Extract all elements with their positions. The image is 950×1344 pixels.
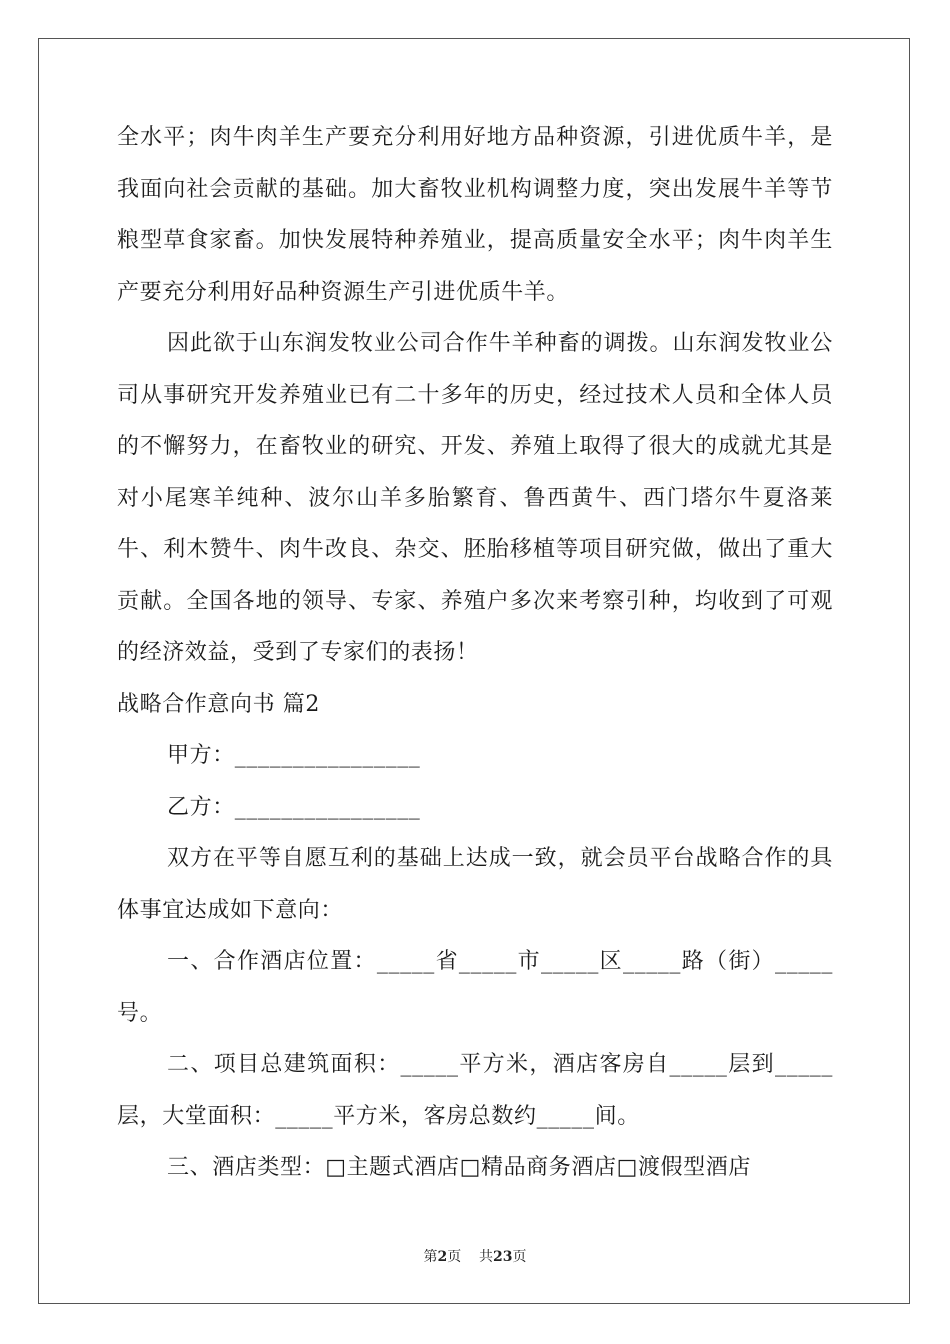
party-a-line: 甲方：________________ xyxy=(167,743,421,768)
footer-suffix: 页 xyxy=(512,1249,527,1265)
section-title: 战略合作意向书 篇2 xyxy=(117,691,320,717)
footer-mid: 页 共 xyxy=(447,1249,494,1265)
item-project-area: 二、项目总建筑面积：_____平方米，酒店客房自_____层到_____层，大堂面积：_____平方米，客房总数约_____间。 xyxy=(117,1052,833,1129)
item-hotel-type: 三、酒店类型：□主题式酒店□精品商务酒店□渡假型酒店 xyxy=(167,1155,751,1180)
paragraph-livestock-policy: 全水平；肉牛肉羊生产要充分利用好地方品种资源，引进优质牛羊，是我面向社会贡献的基础。加大畜牧业机构调整力度，突出发展牛羊等节粮型草食家畜。加快发展特种养殖业，提高质量安全水平；肉牛肉羊生产要充分利用好品种资源生产引进优质牛羊。 xyxy=(117,125,833,305)
page-footer xyxy=(0,1246,950,1266)
party-b-line: 乙方：________________ xyxy=(167,794,421,820)
paragraph-agreement-intro: 双方在平等自愿互利的基础上达成一致，就会员平台战略合作的具体事宜达成如下意向： xyxy=(117,846,833,923)
footer-prefix: 第 xyxy=(423,1249,438,1265)
document-body xyxy=(117,112,833,1194)
paragraph-company-intro: 因此欲于山东润发牧业公司合作牛羊种畜的调拨。山东润发牧业公司从事研究开发养殖业已有二十多年的历史，经过技术人员和全体人员的不懈努力，在畜牧业的研究、开发、养殖上取得了很大的成就尤其是对小尾寒羊纯种、波尔山羊多胎繁育、鲁西黄牛、西门塔尔牛夏洛莱牛、利木赞牛、肉牛改良、杂交、胚胎移植等项目研究做，做出了重大贡献。全国各地的领导、专家、养殖户多次来考察引种，均收到了可观的经济效益，受到了专家们的表扬！ xyxy=(117,331,833,665)
footer-page-number: 2 xyxy=(437,1249,448,1265)
footer-total-pages: 23 xyxy=(493,1249,513,1265)
item-hotel-location: 一、合作酒店位置：_____省_____市_____区_____路（街）_____号。 xyxy=(117,949,833,1026)
